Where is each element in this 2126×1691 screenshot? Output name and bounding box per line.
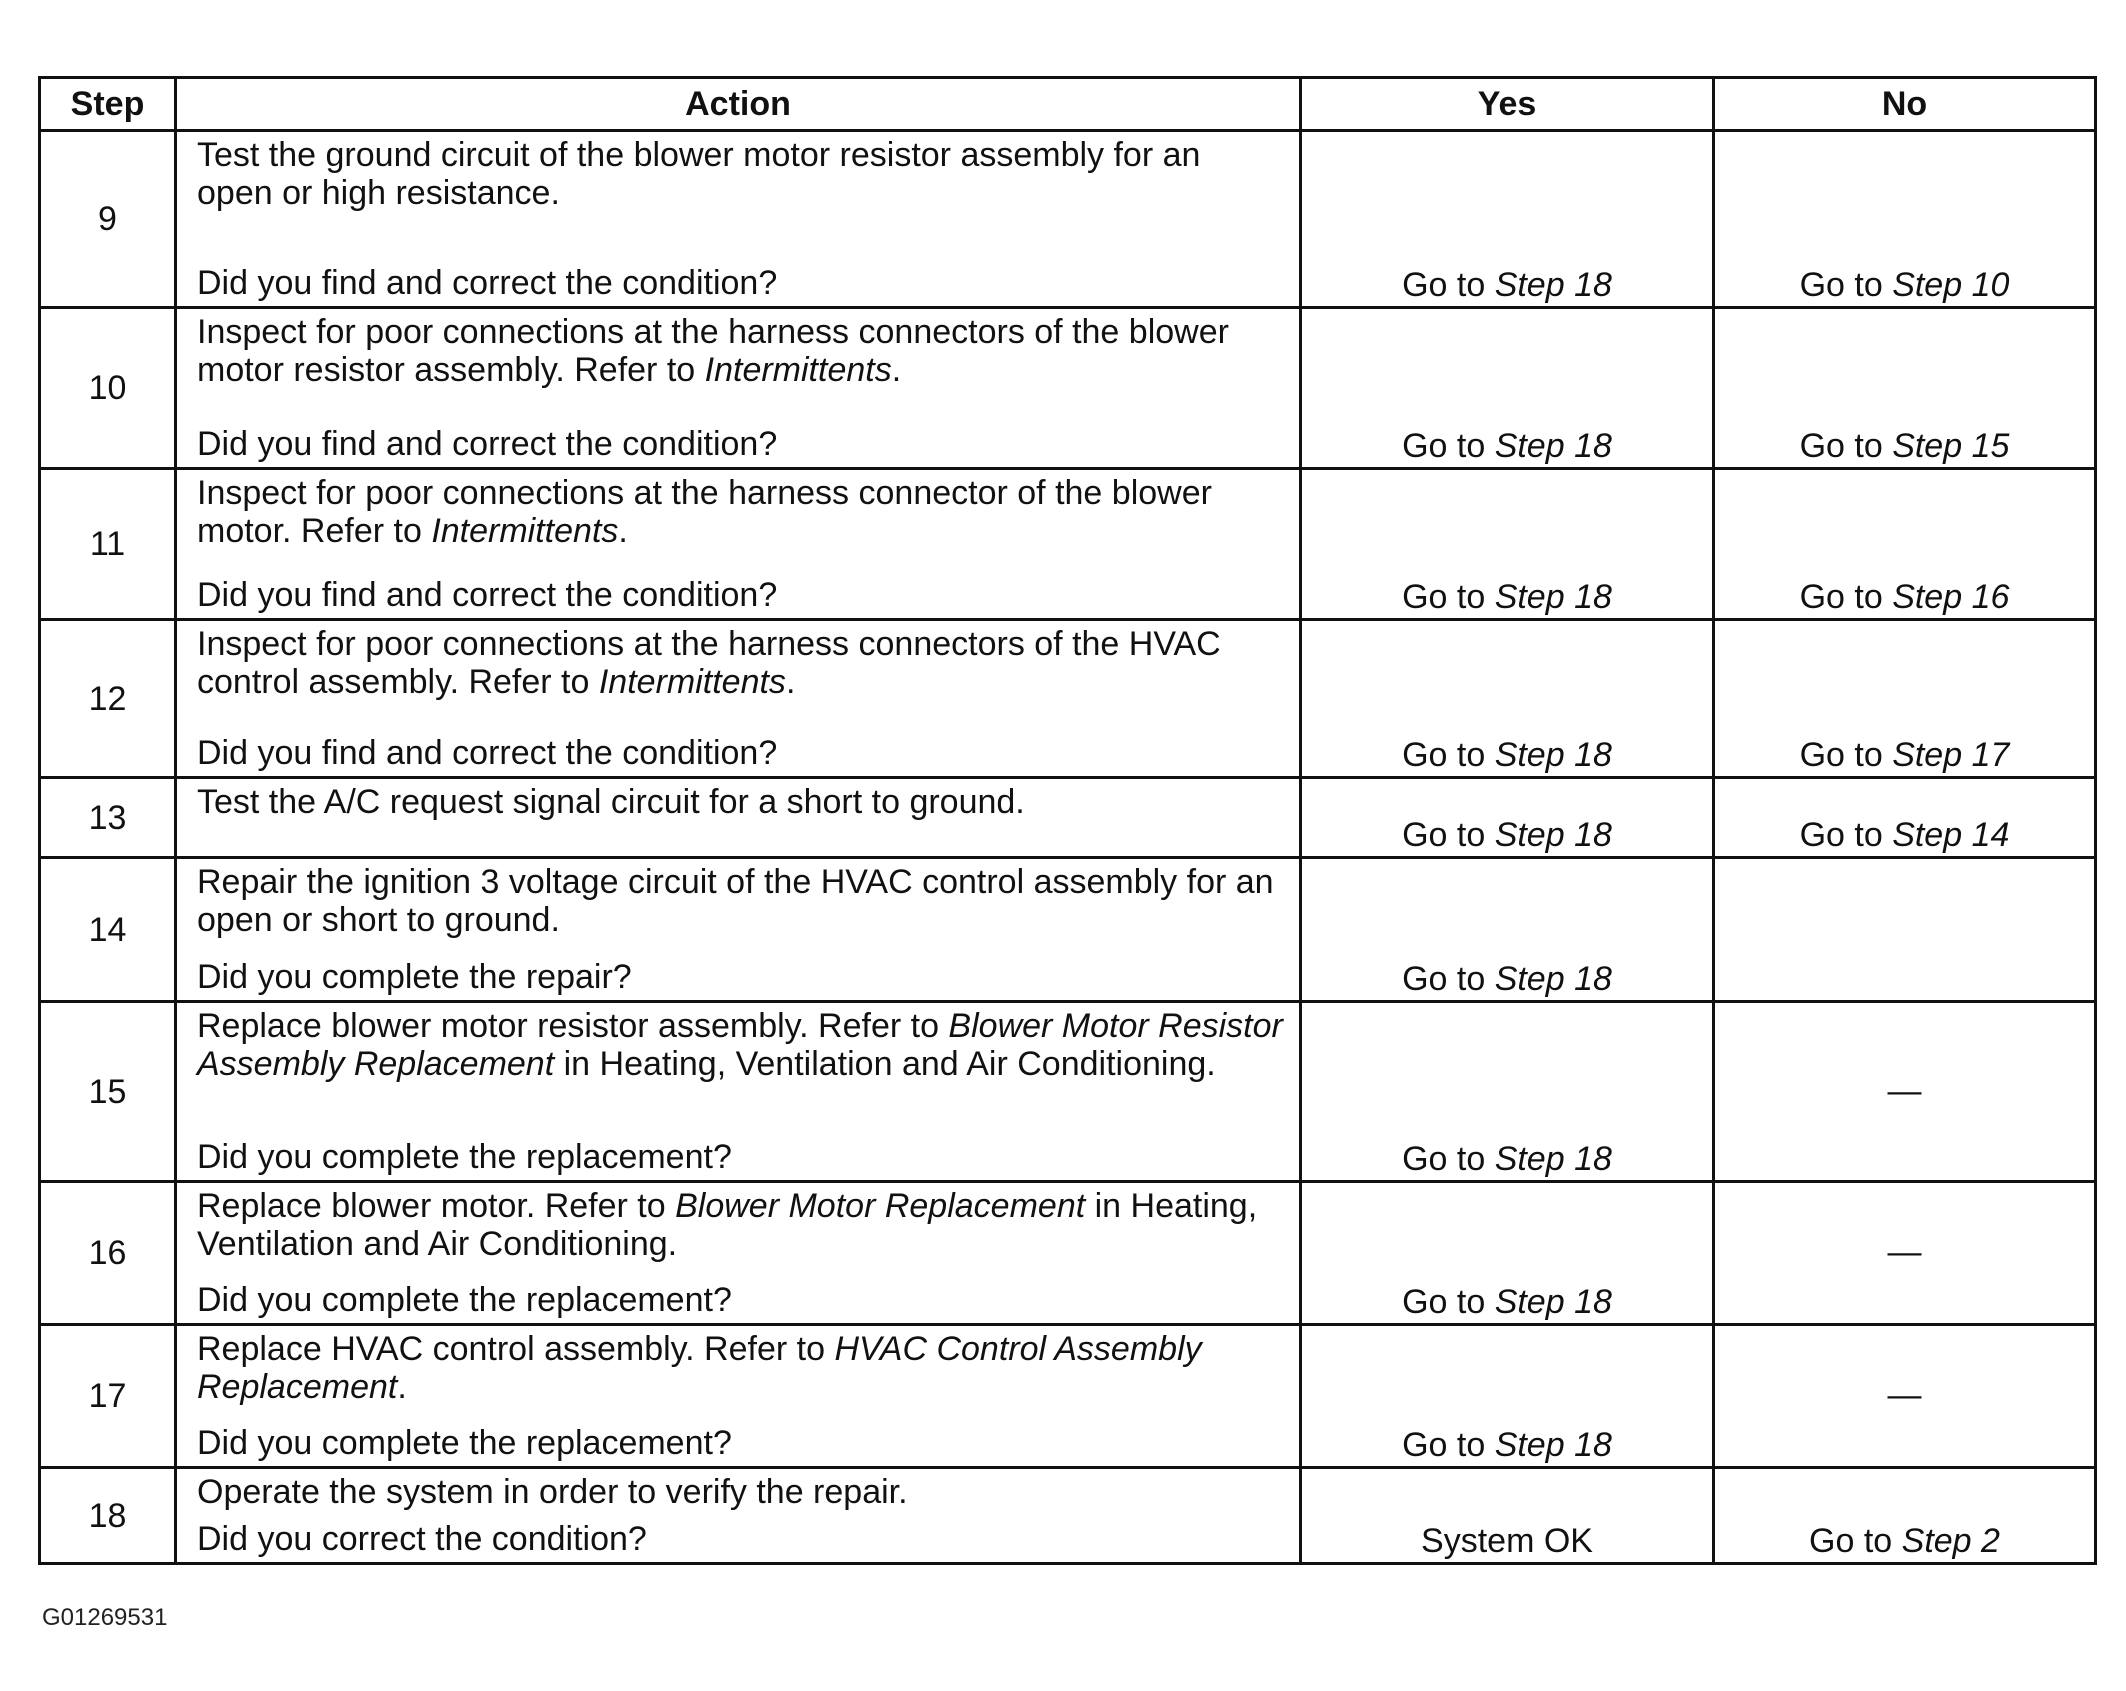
- table-row: [40, 1325, 2096, 1468]
- yes-cell: [1301, 778, 1714, 858]
- yes-step-reference: Step 18: [1494, 266, 1612, 304]
- action-cell: [176, 1325, 1301, 1468]
- action-text-part: Test the A/C request signal circuit for a short to ground.: [197, 783, 1025, 821]
- yes-cell: [1301, 1468, 1714, 1564]
- no-step-reference: Step 15: [1892, 427, 2010, 465]
- action-text-part: Replace blower motor resistor assembly. Refer to: [197, 1007, 949, 1045]
- yes-prefix: Go to: [1402, 266, 1495, 304]
- action-cell: [176, 469, 1301, 620]
- table-row: [40, 308, 2096, 469]
- yes-prefix: Go to: [1402, 1283, 1495, 1321]
- yes-step-reference: Step 18: [1494, 427, 1612, 465]
- action-cell: [176, 131, 1301, 308]
- no-prefix: Go to: [1799, 427, 1893, 465]
- action-text: [197, 1326, 1283, 1406]
- yes-step-reference: Step 18: [1494, 960, 1612, 998]
- action-text-part: Inspect for poor connections at the harness connectors of the blower motor resistor assembly. Refer to: [197, 313, 1229, 389]
- step-number: 10: [40, 308, 176, 469]
- no-step-reference: Step 14: [1892, 816, 2010, 854]
- figure-id: G01269531: [42, 1604, 168, 1631]
- action-text-part: .: [785, 663, 796, 701]
- action-text: [197, 621, 1283, 701]
- yes-step-reference: Step 18: [1494, 578, 1612, 616]
- no-dash: —: [1887, 1233, 1922, 1271]
- no-cell: [1714, 620, 2096, 778]
- action-text-part: Inspect for poor connections at the harness connectors of the HVAC control assembly. Refer to: [197, 625, 1221, 701]
- action-cell: [176, 1182, 1301, 1325]
- yes-prefix: Go to: [1402, 578, 1495, 616]
- no-step-reference: Step 10: [1892, 266, 2010, 304]
- no-prefix: Go to: [1799, 816, 1893, 854]
- table-row: [40, 1002, 2096, 1182]
- no-cell: [1714, 1325, 2096, 1468]
- action-text-part: Inspect for poor connections at the harness connector of the blower motor. Refer to: [197, 474, 1212, 550]
- yes-cell: [1301, 1325, 1714, 1468]
- action-cell: [176, 778, 1301, 858]
- action-text: [197, 1469, 1283, 1511]
- yes-cell: [1301, 131, 1714, 308]
- header-yes: Yes: [1301, 78, 1714, 131]
- diagnostic-steps-table: [38, 76, 2097, 1565]
- yes-cell: [1301, 469, 1714, 620]
- reference-title: HVAC Control Assembly Replacement: [197, 1330, 1202, 1406]
- no-cell: [1714, 1182, 2096, 1325]
- yes-cell: [1301, 620, 1714, 778]
- yes-prefix: Go to: [1402, 1426, 1495, 1464]
- yes-prefix: System OK: [1421, 1522, 1593, 1560]
- step-number: 9: [40, 131, 176, 308]
- action-question: Did you complete the repair?: [197, 958, 632, 996]
- yes-prefix: Go to: [1402, 427, 1495, 465]
- action-cell: [176, 620, 1301, 778]
- header-no: No: [1714, 78, 2096, 131]
- yes-prefix: Go to: [1402, 960, 1495, 998]
- action-text-part: .: [397, 1368, 407, 1406]
- reference-title: Intermittents: [598, 663, 786, 701]
- reference-title: Intermittents: [704, 351, 892, 389]
- yes-cell: [1301, 1182, 1714, 1325]
- table-row: [40, 858, 2096, 1002]
- no-step-reference: Step 2: [1901, 1522, 2000, 1560]
- step-number: 15: [40, 1002, 176, 1182]
- action-question: Did you complete the replacement?: [197, 1138, 732, 1176]
- yes-cell: [1301, 1002, 1714, 1182]
- table-row: [40, 620, 2096, 778]
- no-dash: —: [1887, 1071, 1922, 1110]
- no-cell: [1714, 1002, 2096, 1182]
- action-text: [197, 779, 1283, 821]
- action-text: [197, 132, 1283, 212]
- yes-step-reference: Step 18: [1494, 1140, 1612, 1178]
- no-prefix: Go to: [1809, 1522, 1902, 1560]
- no-dash: —: [1887, 1376, 1922, 1414]
- no-prefix: Go to: [1799, 578, 1893, 616]
- action-text: [197, 1183, 1283, 1263]
- step-number: 18: [40, 1468, 176, 1564]
- table-body: [40, 131, 2096, 1564]
- yes-step-reference: Step 18: [1494, 736, 1612, 774]
- action-cell: [176, 858, 1301, 1002]
- table-row: [40, 778, 2096, 858]
- action-question: Did you find and correct the condition?: [197, 734, 778, 772]
- header-action: Action: [176, 78, 1301, 131]
- yes-prefix: Go to: [1402, 816, 1495, 854]
- action-text-part: Replace HVAC control assembly. Refer to: [197, 1330, 835, 1368]
- header-row: [40, 78, 2096, 131]
- action-question: Did you find and correct the condition?: [197, 425, 778, 463]
- action-text-part: .: [618, 512, 628, 550]
- yes-prefix: Go to: [1402, 1140, 1495, 1178]
- action-text: [197, 309, 1283, 389]
- no-cell: [1714, 858, 2096, 1002]
- reference-title: Blower Motor Resistor Assembly Replacement: [197, 1007, 1283, 1083]
- step-number: 11: [40, 469, 176, 620]
- table-row: [40, 131, 2096, 308]
- step-number: 13: [40, 778, 176, 858]
- yes-step-reference: Step 18: [1494, 1283, 1612, 1321]
- reference-title: Intermittents: [431, 512, 619, 550]
- action-cell: [176, 1002, 1301, 1182]
- header-step: Step: [40, 78, 176, 131]
- yes-cell: [1301, 858, 1714, 1002]
- action-text-part: in Heating, Ventilation and Air Conditioning.: [197, 1187, 1258, 1263]
- yes-prefix: Go to: [1402, 736, 1495, 774]
- yes-cell: [1301, 308, 1714, 469]
- table-row: [40, 469, 2096, 620]
- action-text: [197, 859, 1283, 939]
- action-question: Did you complete the replacement?: [197, 1424, 732, 1462]
- no-cell: [1714, 131, 2096, 308]
- no-cell: [1714, 778, 2096, 858]
- action-question: Did you find and correct the condition?: [197, 264, 778, 302]
- action-question: Did you correct the condition?: [197, 1520, 647, 1558]
- step-number: 16: [40, 1182, 176, 1325]
- action-text-part: Operate the system in order to verify the repair.: [197, 1473, 908, 1511]
- action-question: Did you complete the replacement?: [197, 1281, 732, 1319]
- action-text-part: Replace blower motor. Refer to: [197, 1187, 676, 1225]
- table-row: [40, 1468, 2096, 1564]
- table-row: [40, 1182, 2096, 1325]
- reference-title: Blower Motor Replacement: [675, 1187, 1086, 1225]
- action-text: [197, 470, 1283, 550]
- no-cell: [1714, 308, 2096, 469]
- action-question: Did you find and correct the condition?: [197, 576, 778, 614]
- action-text-part: in Heating, Ventilation and Air Conditioning.: [554, 1045, 1216, 1083]
- action-cell: [176, 1468, 1301, 1564]
- yes-step-reference: Step 18: [1494, 816, 1612, 854]
- action-text: [197, 1003, 1283, 1083]
- no-cell: [1714, 469, 2096, 620]
- no-step-reference: Step 17: [1892, 736, 2010, 774]
- yes-step-reference: Step 18: [1494, 1426, 1612, 1464]
- no-step-reference: Step 16: [1892, 578, 2010, 616]
- action-text-part: .: [891, 351, 902, 389]
- no-prefix: Go to: [1799, 266, 1893, 304]
- action-cell: [176, 308, 1301, 469]
- no-prefix: Go to: [1799, 736, 1893, 774]
- step-number: 17: [40, 1325, 176, 1468]
- step-number: 12: [40, 620, 176, 778]
- action-text-part: Test the ground circuit of the blower motor resistor assembly for an open or high resistance.: [197, 136, 1201, 212]
- step-number: 14: [40, 858, 176, 1002]
- action-text-part: Repair the ignition 3 voltage circuit of the HVAC control assembly for an open or short to ground.: [197, 863, 1274, 939]
- no-cell: [1714, 1468, 2096, 1564]
